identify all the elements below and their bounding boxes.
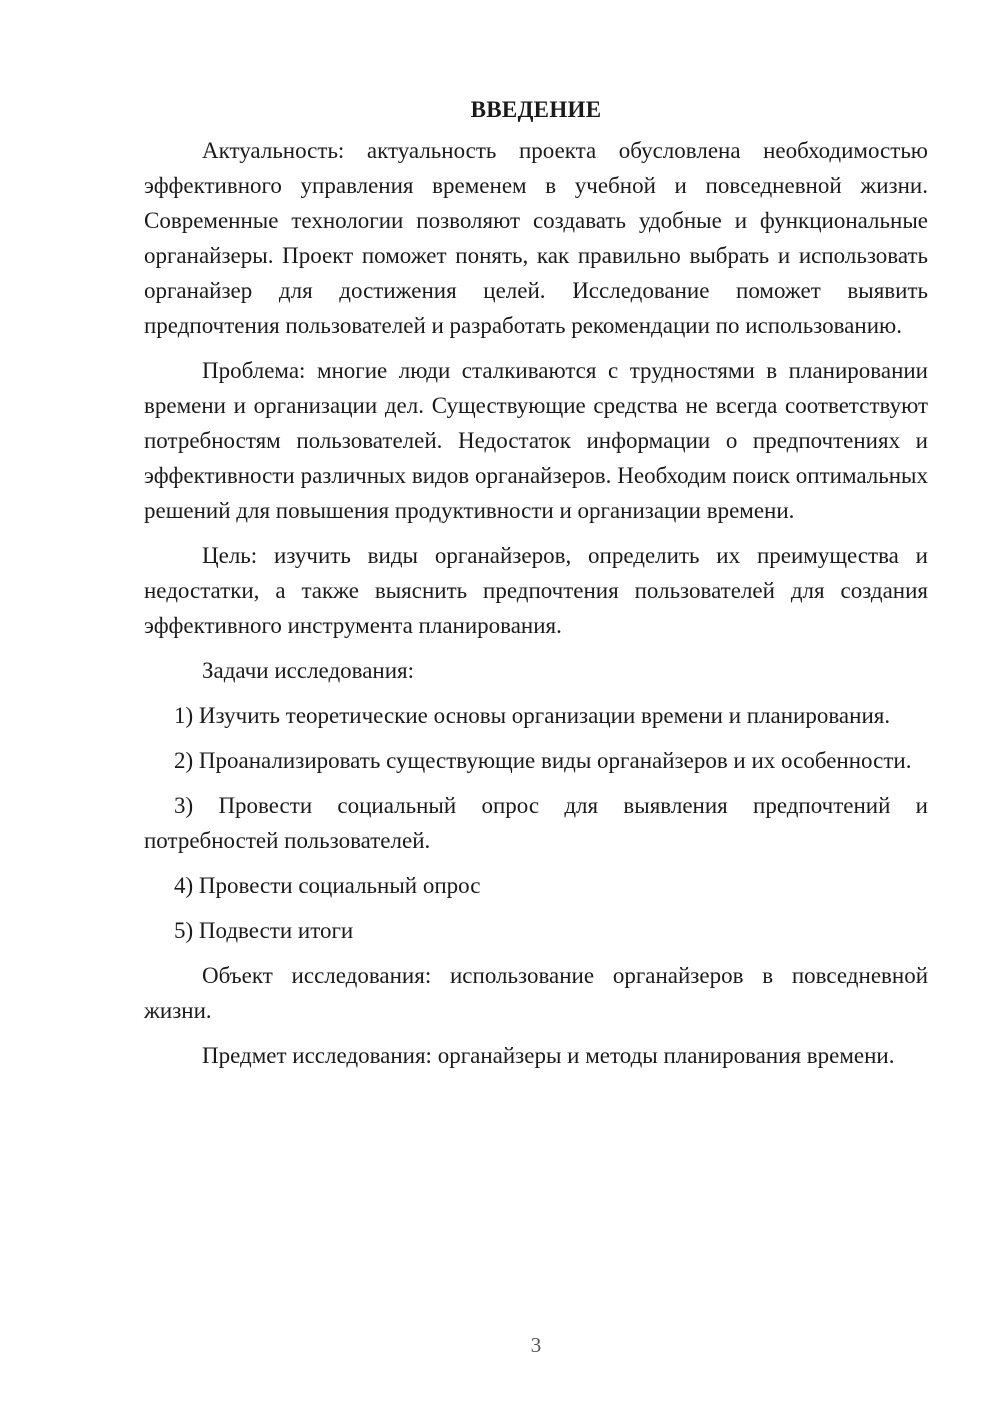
tasks-title: Задачи исследования: xyxy=(202,658,415,683)
task-item: 3) Провести социальный опрос для выявления предпочтений и потребностей пользователей. xyxy=(144,793,928,853)
subject-paragraph: Предмет исследования: органайзеры и методы планирования времени. xyxy=(202,1043,895,1068)
object-paragraph: Объект исследования: использование органайзеров в повседневной жизни. xyxy=(144,963,928,1023)
section-heading: ВВЕДЕНИЕ xyxy=(470,97,602,122)
problem-paragraph: Проблема: многие люди сталкиваются с трудностями в планировании времени и организации дел. Существующие средства не всегда соответствуют потребностям пользователей. Недостаток информации о предпочтениях и эффективности различных видов органайзеров. Необходим поиск оптимальных решений для повышения продуктивности и организации времени. xyxy=(144,358,928,523)
page-content xyxy=(144,92,928,1083)
task-item: 4) Провести социальный опрос xyxy=(174,873,481,898)
task-item: 1) Изучить теоретические основы организации времени и планирования. xyxy=(174,703,891,728)
task-item: 2) Проанализировать существующие виды органайзеров и их особенности. xyxy=(174,748,912,773)
goal-paragraph: Цель: изучить виды органайзеров, определить их преимущества и недостатки, а также выяснить предпочтения пользователей для создания эффективного инструмента планирования. xyxy=(144,543,928,638)
page-number: 3 xyxy=(530,1333,542,1357)
relevance-paragraph: Актуальность: актуальность проекта обусловлена необходимостью эффективного управления временем в учебной и повседневной жизни. Современные технологии позволяют создавать удобные и функциональные органайзеры. Проект поможет понять, как правильно выбрать и использовать органайзер для достижения целей. Исследование поможет выявить предпочтения пользователей и разработать рекомендации по использованию. xyxy=(144,138,928,338)
tasks-list xyxy=(144,698,928,948)
task-item: 5) Подвести итоги xyxy=(174,918,354,943)
